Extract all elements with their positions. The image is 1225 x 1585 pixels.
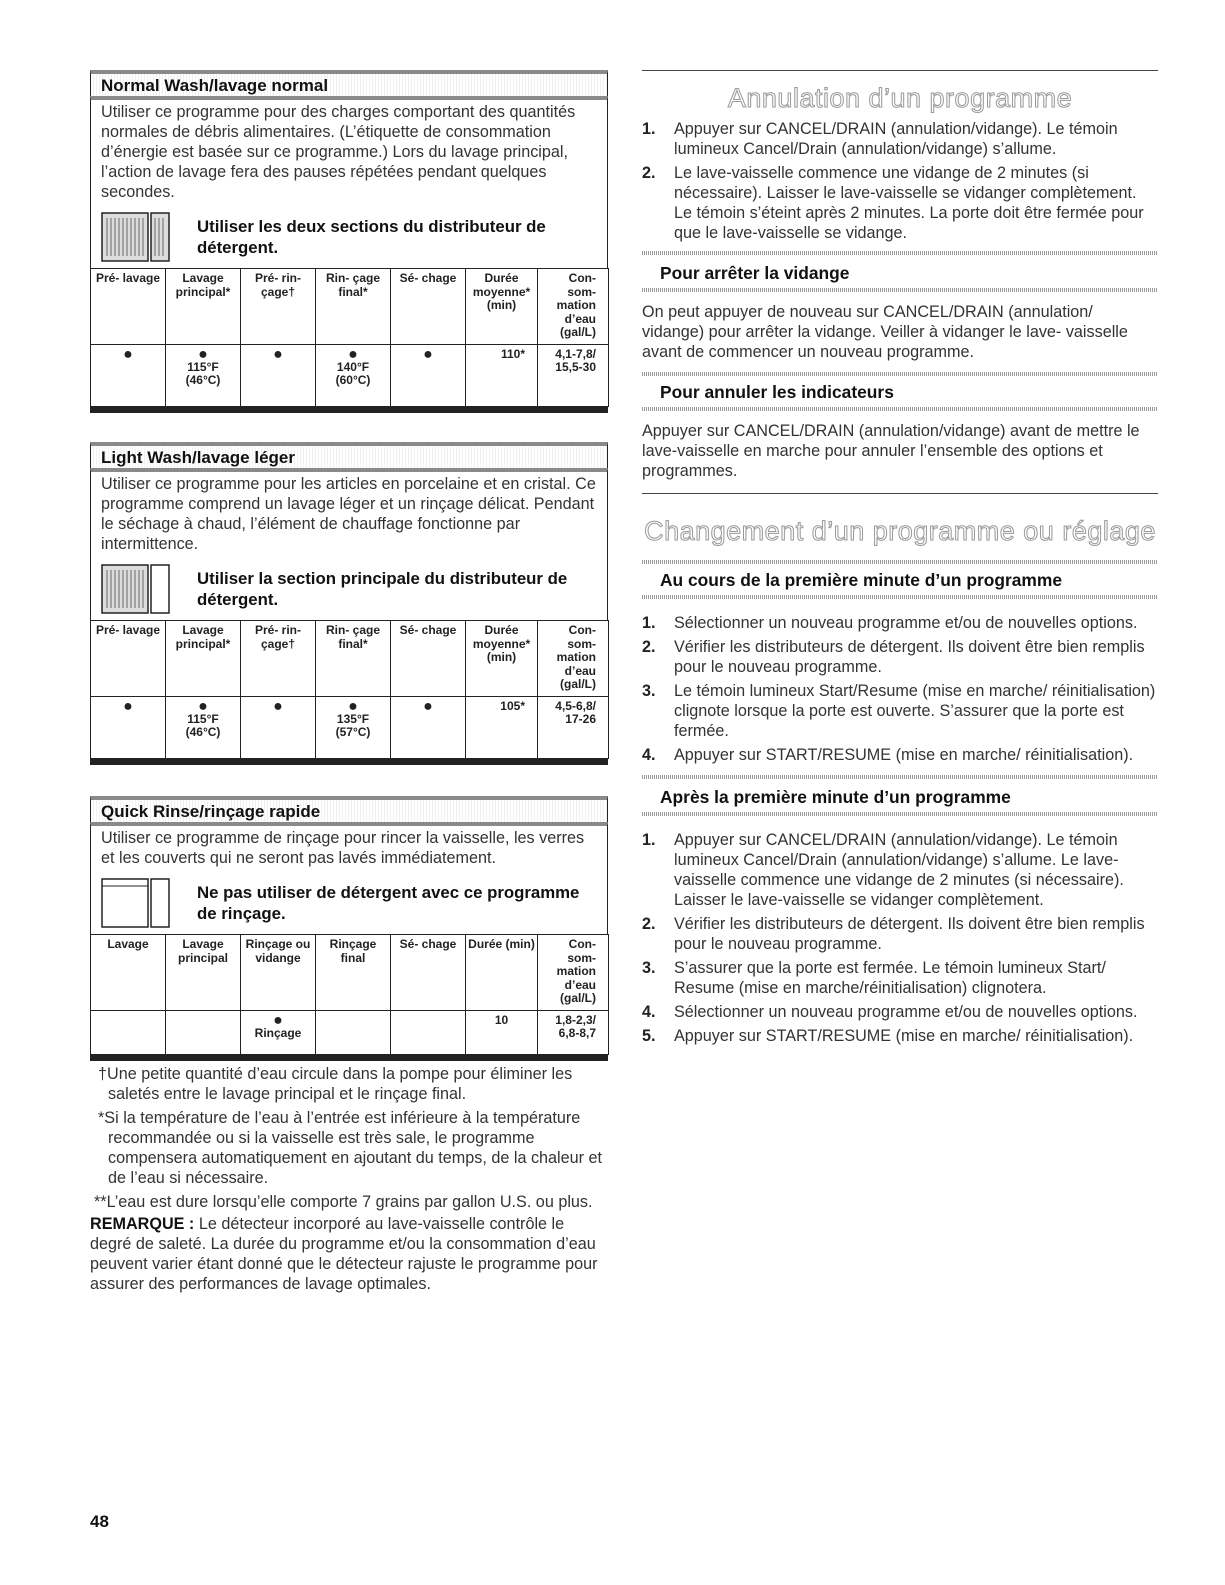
col-main-wash: Lavage principal (166, 935, 241, 1011)
cycle-table (90, 268, 609, 407)
dotted-divider (642, 812, 1158, 816)
list-item: 2. Le lave-vaisselle commence une vidange de 2 minutes (si nécessaire). Laisser le lave-vaisselle se vidanger complètement. Le témoin s’éteint après 2 minutes. La porte doit être fermée pour que le lave-vaisselle se vidange. (642, 164, 1144, 242)
cycle-title: Normal Wash/lavage normal (90, 70, 608, 96)
step-text: Sélectionner un nouveau programme et/ou de nouvelles options. (674, 1003, 1138, 1021)
subsection-title: Au cours de la première minute d’un programme (660, 570, 1063, 590)
list-item: 4. Appuyer sur START/RESUME (mise en marche/ réinitialisation). (642, 746, 1134, 764)
step-dot: ● (423, 697, 433, 715)
first-minute-steps (642, 613, 1158, 765)
temp-f: 135°F (336, 711, 370, 726)
step-text: Appuyer sur CANCEL/DRAIN (annulation/vidange). Le témoin lumineux Cancel/Drain (annulation/vidange) s’allume. Le lave- vaisselle commence une vidange de 2 minutes (si nécessaire). Laisser le lave-vaisselle se vidanger complètement. (674, 831, 1124, 909)
temp-c: (60°C) (335, 373, 371, 387)
col-water: Con- som- mation d’eau (gal/L) (538, 269, 609, 345)
list-item: 3. Le témoin lumineux Start/Resume (mise en marche/ réinitialisation) clignote lorsque la porte est ouverte. S’assurer que la porte est fermée. (642, 682, 1156, 740)
temp-f: 115°F (187, 711, 219, 726)
step-text: Vérifier les distributeurs de détergent. Ils doivent être bien remplis pour le nouveau programme. (674, 915, 1145, 953)
section-divider (90, 407, 608, 413)
section-rule (642, 70, 1158, 71)
dotted-divider (642, 407, 1158, 411)
col-water: Con- som- mation d’eau (gal/L) (538, 621, 609, 697)
dotted-divider (642, 560, 1158, 564)
dotted-divider (642, 288, 1158, 292)
col-main-wash: Lavage principal* (166, 269, 241, 345)
subsection-title: Après la première minute d’un programme (660, 787, 1011, 807)
duration-value: 105* (466, 696, 538, 758)
temp-f: 115°F (187, 359, 219, 374)
after-minute-steps (642, 830, 1158, 1046)
cycle-title: Light Wash/lavage léger (90, 442, 608, 468)
col-dry: Sé- chage (391, 935, 466, 1011)
step-text: S’assurer que la porte est fermée. Le témoin lumineux Start/ Resume (mise en marche/réinitialisation) clignotera. (674, 959, 1106, 997)
table-header-row (91, 621, 609, 697)
cycle-table (90, 934, 609, 1055)
remark-text: Le détecteur incorporé au lave-vaisselle contrôle le degré de saleté. La durée du programme et/ou la consommation d’eau peuvent varier étant donné que le détecteur rajuste le programme pour assurer des performances de lavage optimales. (90, 1215, 598, 1293)
step-dot: ● (273, 345, 283, 363)
list-item: 4. Sélectionner un nouveau programme et/ou de nouvelles options. (642, 1003, 1138, 1021)
dotted-divider (642, 251, 1158, 255)
cycle-light-wash (90, 442, 608, 765)
water-value: 4,1-7,8/ 15,5-30 (538, 344, 609, 406)
table-row (91, 344, 609, 406)
detergent-note-row (90, 868, 608, 934)
subsection-title: Pour arrêter la vidange (660, 263, 850, 283)
table-header-row (91, 935, 609, 1011)
col-prerinse: Pré- rin- çage† (241, 269, 316, 345)
detergent-note-row (90, 554, 608, 620)
detergent-note: Ne pas utiliser de détergent avec ce programme de rinçage. (197, 883, 580, 923)
cycle-title: Quick Rinse/rinçage rapide (90, 796, 608, 822)
temp-c: (46°C) (185, 725, 221, 739)
cycle-description: Utiliser ce programme de rinçage pour rincer la vaisselle, les verres et les couverts qui ne seront pas lavés immédiatement. (90, 822, 608, 868)
step-dot: ● (198, 697, 208, 715)
step-dot: ● (348, 697, 358, 715)
detergent-both-sections-icon (101, 212, 171, 262)
col-duration: Durée moyenne* (min) (466, 621, 538, 697)
duration-value: 10 (466, 1010, 538, 1054)
cycle-description: Utiliser ce programme pour des charges comportant des quantités normales de débris alimentaires. (L’étiquette de consommation d’énergie est basée sur ce programme.) Lors du lavage principal, l’action de lavage fera des pauses répétées pendant quelques secondes. (90, 96, 608, 202)
table-header-row (91, 269, 609, 345)
cycle-description: Utiliser ce programme pour les articles en porcelaine et en cristal. Ce programme comprend un lavage léger et un rinçage délicat. Pendant le séchage à chaud, l’élément de chauffage fonctionne par intermittence. (90, 468, 608, 554)
col-wash: Lavage (91, 935, 166, 1011)
step-text: Le lave-vaisselle commence une vidange de 2 minutes (si nécessaire). Laisser le lave-vaisselle se vidanger complètement. Le témoin s’éteint après 2 minutes. La porte doit être fermée pour que le lave-vaisselle se vidange. (674, 164, 1144, 242)
col-water: Con- som- mation d’eau (gal/L) (538, 935, 609, 1011)
rinse-label: Rinçage (254, 1025, 302, 1040)
col-prewash: Pré- lavage (91, 621, 166, 697)
footnotes (90, 1064, 610, 1296)
list-item: 5. Appuyer sur START/RESUME (mise en marche/ réinitialisation). (642, 1027, 1134, 1045)
cycle-quick-rinse (90, 796, 608, 1061)
detergent-note-row (90, 202, 608, 268)
step-dot: ● (423, 345, 433, 363)
step-dot: ● (348, 345, 358, 363)
dotted-divider (642, 595, 1158, 599)
footnote-star: *Si la température de l’eau à l’entrée est inférieure à la température recommandée ou si la vaisselle est très sale, le programme compensera automatiquement en ajoutant du temps, de la chaleur et de l’eau si nécessaire. (98, 1109, 603, 1187)
detergent-note: Utiliser les deux sections du distributeur de détergent. (197, 217, 546, 257)
dotted-divider (642, 372, 1158, 376)
step-dot: ● (273, 1011, 283, 1029)
step-text: Vérifier les distributeurs de détergent. Ils doivent être bien remplis pour le nouveau programme. (674, 638, 1145, 676)
detergent-note: Utiliser la section principale du distributeur de détergent. (197, 569, 568, 609)
list-item: 3. S’assurer que la porte est fermée. Le témoin lumineux Start/ Resume (mise en marche/réinitialisation) clignotera. (642, 959, 1106, 997)
cancel-steps (642, 119, 1158, 243)
step-dot: ● (273, 697, 283, 715)
remark (90, 1214, 610, 1294)
step-text: Appuyer sur START/RESUME (mise en marche/ réinitialisation). (674, 746, 1134, 764)
section-title: Changement d’un programme ou réglage (644, 516, 1156, 546)
footnote-dagger: †Une petite quantité d’eau circule dans la pompe pour éliminer les saletés entre le lavage principal et le rinçage final. (98, 1065, 573, 1103)
section-divider (90, 1055, 608, 1061)
duration-value: 110* (466, 344, 538, 406)
remark-label: REMARQUE : (90, 1215, 195, 1233)
paragraph: On peut appuyer de nouveau sur CANCEL/DRAIN (annulation/ vidange) pour arrêter la vidange. Veiller à vidanger le lave- vaisselle avant de commencer un nouveau programme. (642, 303, 1128, 361)
section-title: Annulation d’un programme (727, 83, 1073, 113)
paragraph: Appuyer sur CANCEL/DRAIN (annulation/vidange) avant de mettre le lave-vaisselle en marche pour annuler l’ensemble des options et programmes. (642, 422, 1140, 480)
list-item: 2. Vérifier les distributeurs de détergent. Ils doivent être bien remplis pour le nouveau programme. (642, 638, 1145, 676)
step-text: Sélectionner un nouveau programme et/ou de nouvelles options. (674, 614, 1138, 632)
col-prerinse: Pré- rin- çage† (241, 621, 316, 697)
col-final-rinse: Rin- çage final* (316, 269, 391, 345)
list-item: 1. Sélectionner un nouveau programme et/ou de nouvelles options. (642, 614, 1138, 632)
detergent-main-section-icon (101, 564, 171, 614)
section-rule (642, 493, 1158, 494)
step-text: Appuyer sur CANCEL/DRAIN (annulation/vidange). Le témoin lumineux Cancel/Drain (annulation/vidange) s’allume. (674, 120, 1118, 158)
list-item: 1. Appuyer sur CANCEL/DRAIN (annulation/vidange). Le témoin lumineux Cancel/Drain (annulation/vidange) s’allume. Le lave- vaisselle commence une vidange de 2 minutes (si nécessaire). Laisser le lave-vaisselle se vidanger complètement. (642, 831, 1124, 909)
cycle-table (90, 620, 609, 759)
col-duration: Durée moyenne* (min) (466, 269, 538, 345)
page-number: 48 (90, 1512, 109, 1531)
dotted-divider (642, 775, 1158, 779)
no-detergent-icon (101, 878, 171, 928)
water-value: 1,8-2,3/ 6,8-8,7 (538, 1010, 609, 1054)
col-dry: Sé- chage (391, 621, 466, 697)
list-item: 2. Vérifier les distributeurs de détergent. Ils doivent être bien remplis pour le nouveau programme. (642, 915, 1145, 953)
col-final-rinse: Rin- çage final* (316, 621, 391, 697)
step-text: Le témoin lumineux Start/Resume (mise en marche/ réinitialisation) clignote lorsque la porte est ouverte. S’assurer que la porte est fermée. (674, 682, 1156, 740)
step-dot: ● (123, 697, 133, 715)
list-item: 1. Appuyer sur CANCEL/DRAIN (annulation/vidange). Le témoin lumineux Cancel/Drain (annulation/vidange) s’allume. (642, 120, 1118, 158)
change-section (642, 516, 1158, 1050)
col-rinse-or-drain: Rinçage ou vidange (241, 935, 316, 1011)
col-prewash: Pré- lavage (91, 269, 166, 345)
table-row (91, 1010, 609, 1054)
step-text: Appuyer sur START/RESUME (mise en marche/ réinitialisation). (674, 1027, 1134, 1045)
col-main-wash: Lavage principal* (166, 621, 241, 697)
temp-c: (57°C) (335, 725, 371, 739)
temp-f: 140°F (336, 359, 370, 374)
subsection-title: Pour annuler les indicateurs (660, 382, 894, 402)
cancel-section (642, 70, 1158, 494)
step-dot: ● (123, 345, 133, 363)
temp-c: (46°C) (185, 373, 221, 387)
step-dot: ● (198, 345, 208, 363)
section-divider (90, 759, 608, 765)
col-dry: Sé- chage (391, 269, 466, 345)
footnote-double-star: **L’eau est dure lorsqu’elle comporte 7 grains par gallon U.S. ou plus. (94, 1193, 593, 1211)
table-row (91, 696, 609, 758)
cycle-normal-wash (90, 70, 608, 413)
col-duration: Durée (min) (466, 935, 538, 1011)
col-final-rinse: Rinçage final (316, 935, 391, 1011)
water-value: 4,5-6,8/ 17-26 (538, 696, 609, 758)
